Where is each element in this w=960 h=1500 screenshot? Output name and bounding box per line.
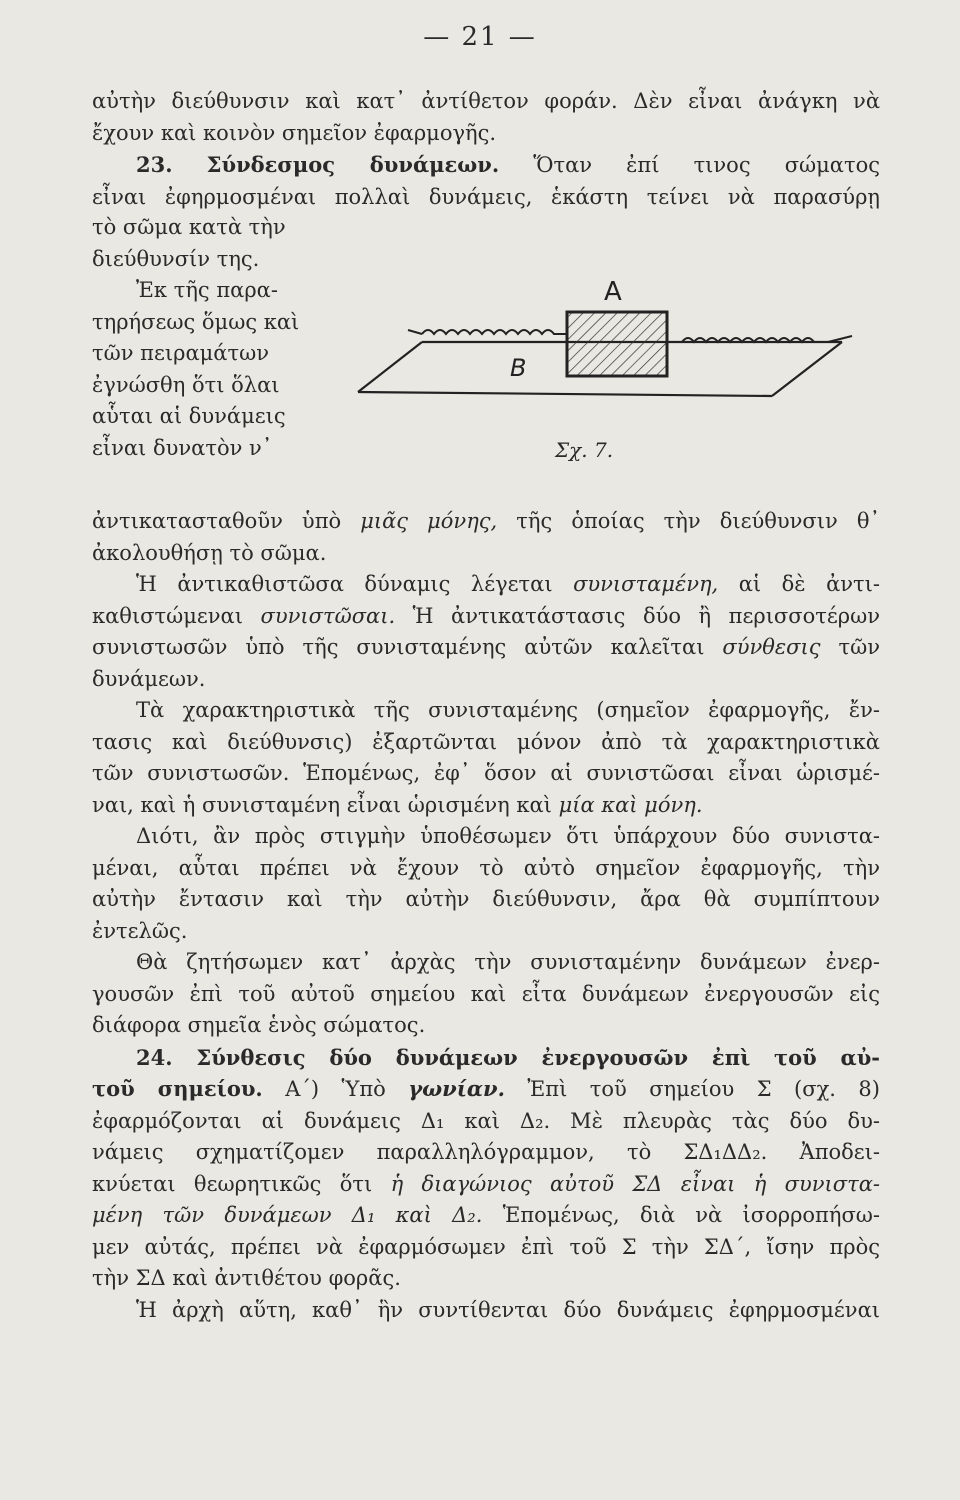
text-line: διεύθυνσίν της.: [92, 246, 260, 271]
section-23-heading: [92, 149, 880, 182]
text-line: διάφορα σημεῖα ἑνὸς σώματος.: [92, 1013, 426, 1037]
text-line: ἐφαρμόζονται αἱ δυνάμεις Δ₁ καὶ Δ₂. Μὲ πλευρὰς τὰς δύο δυ-: [92, 1108, 880, 1133]
text-line: ναι, καὶ ἡ συνισταμένη εἶναι ὡρισμένη καὶ μία καὶ μόνη.: [92, 792, 703, 817]
text-line: μέναι, αὗται πρέπει νὰ ἔχουν τὸ αὐτὸ σημεῖον ἐφαρμογῆς, τὴν: [92, 855, 880, 880]
text-top: [92, 86, 880, 213]
block-a: [567, 312, 667, 376]
text-main: [92, 506, 880, 1326]
text-line: ἀκολουθήσῃ τὸ σῶμα.: [92, 540, 327, 565]
text-line: τὴν ΣΔ καὶ ἀντιθέτου φορᾶς.: [92, 1266, 401, 1290]
text-line: Ἡ ἀντικαθιστῶσα δύναμις λέγεται συνισταμένη, αἱ δὲ ἀντι-: [136, 572, 880, 596]
text-line: ἐγνώσθη ὅτι ὅλαι: [92, 372, 280, 397]
text-line: Ἐκ τῆς παρα-: [136, 278, 278, 302]
section-24-heading: 24. Σύνθεσις δύο δυνάμεων ἐνεργουσῶν ἐπὶ τοῦ αὐ-: [136, 1044, 880, 1070]
section-23-title: Σύνδεσμος δυνάμεων.: [206, 152, 500, 177]
text-narrow-column: [92, 212, 362, 464]
section-23-number: 23.: [136, 152, 173, 177]
text-line: κνύεται θεωρητικῶς ὅτι ἡ διαγώνιος αὐτοῦ ΣΔ εἶναι ἡ συνιστα-: [92, 1171, 880, 1196]
left-spring: [408, 330, 567, 334]
section-24-title-end: τοῦ σημείου.: [92, 1076, 263, 1101]
label-b: B: [510, 354, 527, 382]
text-line: αὐτὴν διεύθυνσιν καὶ κατ᾽ ἀντίθετον φοράν. Δὲν εἶναι ἀνάγκη νὰ: [92, 89, 880, 113]
text-line: καθιστώμεναι συνιστῶσαι. Ἡ ἀντικατάστασις δύο ἢ περισσοτέρων: [92, 603, 880, 628]
section-23-text: Ὅταν ἐπί τινος σώματος: [533, 153, 880, 177]
figure-caption: Σχ. 7.: [555, 438, 614, 462]
label-a: A: [604, 277, 622, 307]
text-line: τὸ σῶμα κατὰ τὴν: [92, 215, 286, 239]
text-line: τῶν συνιστωσῶν. Ἑπομένως, ἐφ᾽ ὅσον αἱ συνιστῶσαι εἶναι ὡρισμέ-: [92, 761, 880, 785]
text-line: εἶναι ἐφηρμοσμέναι πολλαὶ δυνάμεις, ἑκάστη τείνει νὰ παρασύρῃ: [92, 184, 880, 209]
text-line: ἐντελῶς.: [92, 918, 188, 943]
text-line: τῶν πειραμάτων: [92, 341, 269, 365]
text-line: ἀντικατασταθοῦν ὑπὸ μιᾶς μόνης, τῆς ὁποίας τὴν διεύθυνσιν θ᾽: [92, 509, 880, 533]
text-line: μένη τῶν δυνάμεων Δ₁ καὶ Δ₂. Ἑπομένως, διὰ νὰ ἰσορροπήσω-: [92, 1203, 880, 1227]
text-line: γουσῶν ἐπὶ τοῦ αὐτοῦ σημείου καὶ εἶτα δυνάμεων ἐνεργουσῶν εἰς: [92, 981, 880, 1006]
text-line: Διότι, ἂν πρὸς στιγμὴν ὑποθέσωμεν ὅτι ὑπάρχουν δύο συνιστα-: [136, 824, 880, 848]
page-number: — 21 —: [423, 22, 537, 52]
text-line: εἶναι δυνατὸν ν᾽: [92, 435, 273, 460]
text-line: Ἡ ἀρχὴ αὕτη, καθ᾽ ἣν συντίθενται δύο δυνάμεις ἐφηρμοσμέναι: [136, 1297, 880, 1322]
text-line: τηρήσεως ὅμως καὶ: [92, 309, 300, 334]
text-line: αὐτὴν ἔντασιν καὶ τὴν αὐτὴν διεύθυνσιν, ἄρα θὰ συμπίπτουν: [92, 887, 880, 911]
text-line: δυνάμεων.: [92, 666, 206, 691]
text-line: νάμεις σχηματίζομεν παραλληλόγραμμον, τὸ ΣΔ₁ΔΔ₂. Ἀποδει-: [92, 1140, 880, 1164]
text-line: αὗται αἱ δυνάμεις: [92, 404, 286, 428]
text-line: συνιστωσῶν ὑπὸ τῆς συνισταμένης αὐτῶν καλεῖται σύνθεσις τῶν: [92, 635, 880, 659]
text-line: μεν αὐτάς, πρέπει νὰ ἐφαρμόσωμεν ἐπὶ τοῦ Σ τὴν ΣΔ΄, ἴσην πρὸς: [92, 1234, 880, 1259]
text-line: Θὰ ζητήσωμεν κατ᾽ ἀρχὰς τὴν συνισταμένην δυνάμεων ἐνερ-: [136, 950, 880, 974]
text-line: τασις καὶ διεύθυνσις) ἐξαρτῶνται μόνον ἀπὸ τὰ χαρακτηριστικὰ: [92, 729, 880, 754]
text-line: Τὰ χαρακτηριστικὰ τῆς συνισταμένης (σημεῖον ἐφαρμογῆς, ἔν-: [136, 698, 880, 722]
text-line: ἔχουν καὶ κοινὸν σημεῖον ἐφαρμογῆς.: [92, 120, 497, 145]
text-line: τοῦ σημείου. Α΄) Ὑπὸ γωνίαν. Ἐπὶ τοῦ σημείου Σ (σχ. 8): [92, 1076, 880, 1101]
